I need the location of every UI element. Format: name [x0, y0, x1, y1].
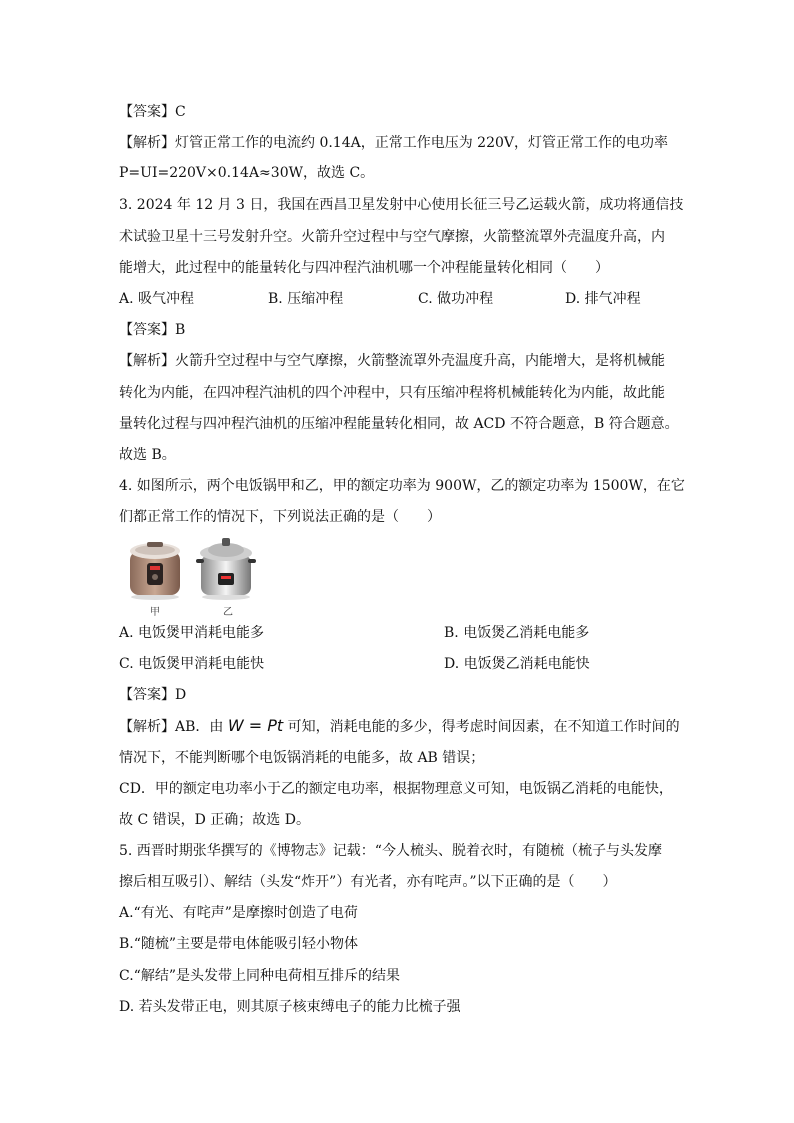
q5-stem-line-1: 5. 西晋时期张华撰写的《博物志》记载：“今人梳头、脱着衣时，有随梳（梳子与头发摩 [119, 843, 662, 859]
q4-analysis-line-1 [119, 717, 680, 736]
q4-analysis-suffix: 可知，消耗电能的多少，得考虑时间因素，在不知道工作时间的 [287, 719, 680, 735]
q4-option-b: B. 电饭煲乙消耗电能多 [444, 625, 590, 641]
q5-option-a: A.“有光、有咤声”是摩擦时创造了电荷 [119, 905, 358, 921]
q3-stem-line-1: 3. 2024 年 12 月 3 日，我国在西昌卫星发射中心使用长征三号乙运载火箭，成功将通信技 [119, 197, 684, 213]
q3-stem-line-2: 术试验卫星十三号发射升空。火箭升空过程中与空气摩擦，火箭整流罩外壳温度升高，内 [119, 229, 665, 245]
q5-option-b: B.“随梳”主要是带电体能吸引轻小物体 [119, 936, 359, 952]
q5-option-c: C.“解结”是头发带上同种电荷相互排斥的结果 [119, 968, 400, 984]
q4-stem-line-1: 4. 如图所示，两个电饭锅甲和乙，甲的额定功率为 900W，乙的额定功率为 1500W，在它 [119, 478, 685, 494]
q4-option-a: A. 电饭煲甲消耗电能多 [119, 625, 265, 641]
image-caption-jia: 甲 [150, 607, 160, 618]
q3-stem-line-3: 能增大，此过程中的能量转化与四冲程汽油机哪一个冲程能量转化相同（ ） [119, 260, 609, 276]
q2-analysis-line-1: 【解析】灯管正常工作的电流约 0.14A，正常工作电压为 220V，灯管正常工作的电功率 [119, 135, 669, 151]
rice-cooker-jia-image [124, 537, 186, 601]
q3-option-d: D. 排气冲程 [565, 291, 641, 307]
image-caption-yi: 乙 [223, 607, 233, 618]
q4-stem-line-2: 们都正常工作的情况下，下列说法正确的是（ ） [119, 509, 441, 525]
q3-option-c: C. 做功冲程 [418, 291, 494, 307]
q4-analysis-line-2: 情况下，不能判断哪个电饭锅消耗的电能多，故 AB 错误； [119, 750, 485, 766]
q3-answer: 【答案】B [119, 322, 186, 338]
q2-analysis-line-2: P=UI=220V×0.14A≈30W，故选 C。 [119, 165, 375, 181]
q5-option-d: D. 若头发带正电，则其原子核束缚电子的能力比梳子强 [119, 999, 461, 1015]
rice-cooker-yi-image [194, 535, 258, 601]
q4-formula: W = Pt [227, 716, 284, 735]
q3-analysis-line-3: 量转化过程与四冲程汽油机的压缩冲程能量转化相同，故 ACD 不符合题意，B 符合题意。 [119, 416, 679, 432]
q4-analysis-line-4: 故 C 错误，D 正确；故选 D。 [119, 812, 310, 828]
q4-option-d: D. 电饭煲乙消耗电能快 [444, 656, 590, 672]
q2-answer: 【答案】C [119, 104, 186, 120]
q5-stem-line-2: 擦后相互吸引）、解结（头发“炸开”）有光者，亦有咤声。”以下正确的是（ ） [119, 874, 617, 890]
q3-analysis-line-2: 转化为内能，在四冲程汽油机的四个冲程中，只有压缩冲程将机械能转化为内能，故此能 [119, 385, 665, 401]
q3-analysis-line-4: 故选 B。 [119, 447, 176, 463]
q3-option-b: B. 压缩冲程 [268, 291, 344, 307]
q3-analysis-line-1: 【解析】火箭升空过程中与空气摩擦，火箭整流罩外壳温度升高，内能增大，是将机械能 [119, 353, 665, 369]
q4-answer: 【答案】D [119, 687, 187, 703]
q4-analysis-line-3: CD．甲的额定电功率小于乙的额定电功率，根据物理意义可知，电饭锅乙消耗的电能快， [119, 781, 673, 797]
q4-option-c: C. 电饭煲甲消耗电能快 [119, 656, 265, 672]
q3-option-a: A. 吸气冲程 [119, 291, 195, 307]
q4-analysis-prefix: 【解析】AB．由 [119, 719, 224, 735]
